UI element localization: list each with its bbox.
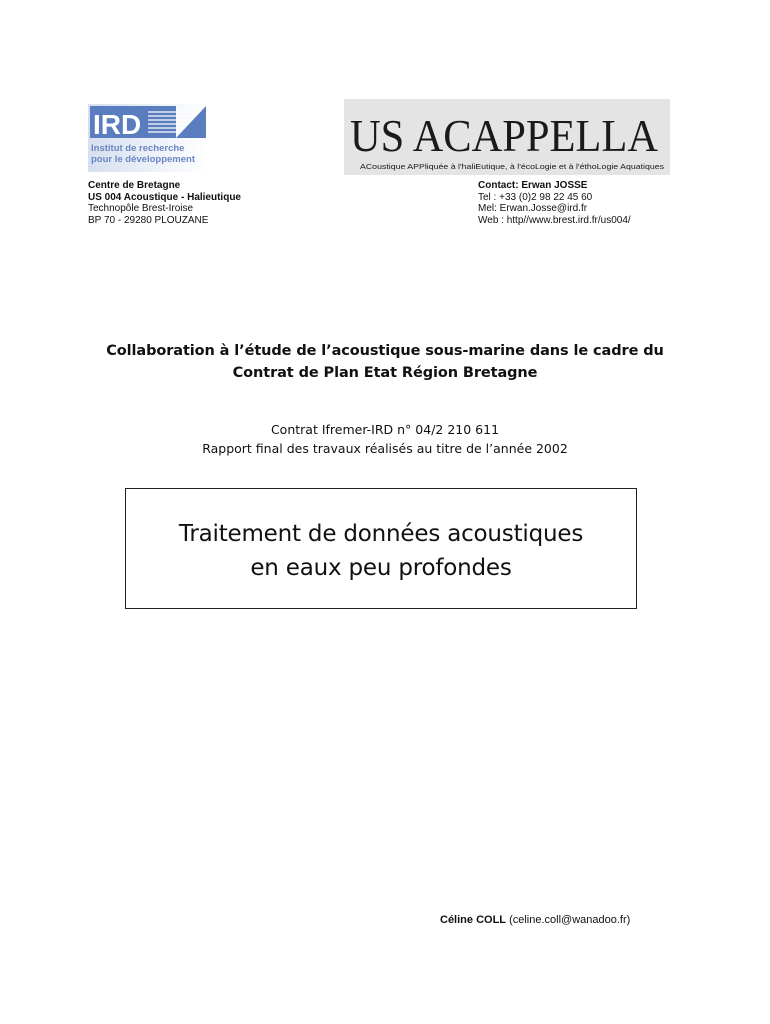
report-description: Rapport final des travaux réalisés au titre de l’année 2002 xyxy=(202,441,568,456)
contact-block xyxy=(478,180,631,226)
ird-logo-wordmark: IRD xyxy=(93,109,142,140)
main-title-line2: en eaux peu profondes xyxy=(250,555,512,581)
author-line xyxy=(440,914,630,926)
contact-email[interactable]: Mel: Erwan.Josse@ird.fr xyxy=(478,203,588,214)
collaboration-title-line2: Contrat de Plan Etat Région Bretagne xyxy=(232,365,538,381)
ird-logo xyxy=(88,104,208,172)
center-address xyxy=(88,180,241,226)
author-name: Céline COLL xyxy=(440,914,507,926)
author-email[interactable]: (celine.coll@wanadoo.fr) xyxy=(509,914,631,926)
acappella-logo-tagline: ACoustique APPliquée à l'haliEutique, à l'écoLogie et à l'éthoLogie Aquatiques xyxy=(360,162,665,171)
acappella-logo-wordmark: US ACAPPELLA xyxy=(350,110,658,161)
main-title xyxy=(126,517,636,585)
acappella-logo xyxy=(344,99,670,175)
main-title-box xyxy=(125,488,637,609)
ird-logo-line2: pour le développement xyxy=(91,154,195,165)
collaboration-title-line1: Collaboration à l’étude de l’acoustique sous-marine dans le cadre du xyxy=(106,343,664,359)
main-title-line1: Traitement de données acoustiques xyxy=(178,521,584,547)
address-street: Technopôle Brest-Iroise xyxy=(88,203,194,214)
center-name: Centre de Bretagne xyxy=(88,180,181,191)
contact-phone: Tel : +33 (0)2 98 22 45 60 xyxy=(478,191,593,203)
address-postal: BP 70 - 29280 PLOUZANE xyxy=(88,214,209,226)
ird-logo-line1: Institut de recherche xyxy=(91,143,185,154)
contract-info xyxy=(60,420,710,458)
contact-web[interactable]: Web : http//www.brest.ird.fr/us004/ xyxy=(478,214,631,226)
collaboration-title xyxy=(60,340,710,384)
contract-number: Contrat Ifremer-IRD n° 04/2 210 611 xyxy=(270,422,500,437)
unit-name: US 004 Acoustique - Halieutique xyxy=(88,191,241,203)
contact-name: Contact: Erwan JOSSE xyxy=(478,180,588,191)
